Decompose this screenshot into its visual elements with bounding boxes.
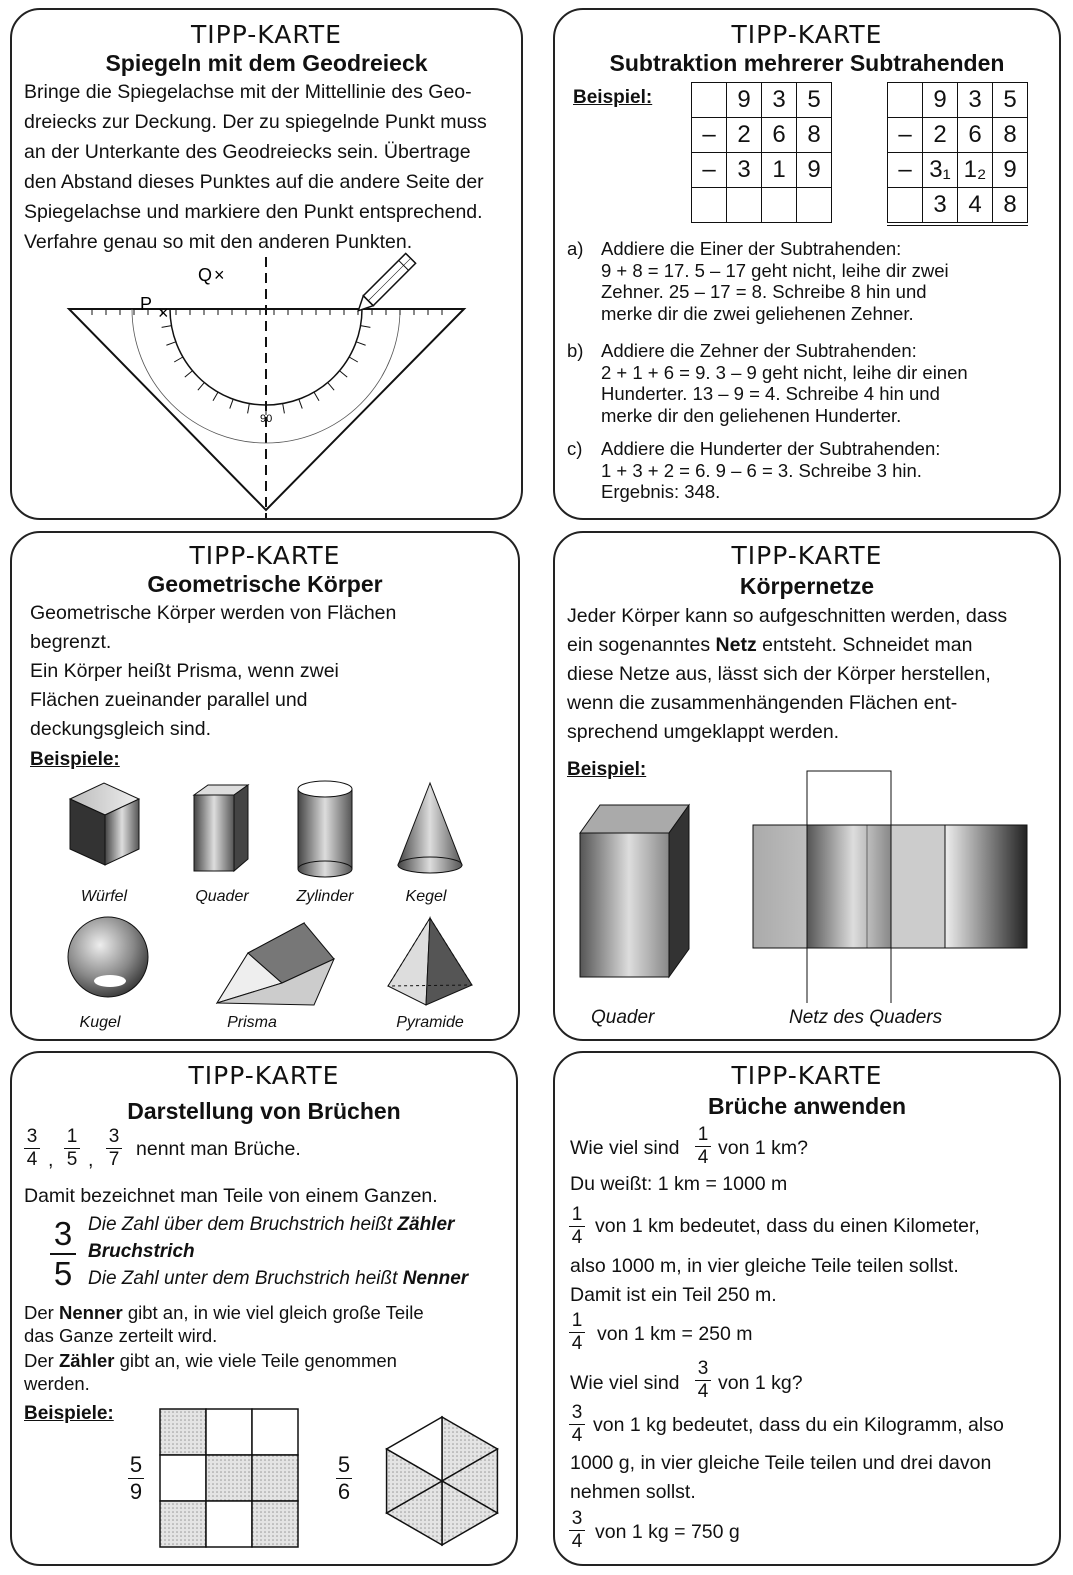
table-cell: – — [692, 118, 727, 153]
point-q: Q — [198, 265, 213, 285]
scale-tick — [230, 399, 233, 408]
table-row — [888, 118, 1028, 153]
step-line: Addiere die Einer der Subtrahenden: — [601, 238, 902, 259]
net-figure — [555, 763, 1059, 1003]
line: Damit bezeichnet man Teile von einem Ganzen. — [24, 1185, 438, 1207]
card-header: TIPP-KARTE — [188, 1061, 340, 1090]
table-cell — [888, 83, 923, 118]
fraction — [106, 1127, 122, 1170]
scale-tick — [213, 392, 218, 401]
numerator: 3 — [26, 1126, 38, 1147]
text: Der — [24, 1350, 59, 1371]
step-line: 9 + 8 = 17. 5 – 17 geht nicht, leihe dir zwei — [601, 259, 949, 281]
table-cell: 3 — [762, 83, 797, 118]
table-cell: 9 — [727, 83, 762, 118]
text: entsteht. Schneidet man — [756, 634, 973, 656]
cross-mark: × — [158, 303, 169, 323]
sphere-icon — [68, 917, 148, 997]
table-cell: 8 — [993, 188, 1028, 225]
table-cell — [692, 188, 727, 223]
table-cell: 2 — [923, 118, 958, 153]
line: nehmen sollst. — [570, 1481, 696, 1503]
table-cell: 3₁ — [923, 153, 958, 188]
prism-icon — [217, 923, 334, 1005]
scale-tick — [162, 326, 172, 328]
table-cell — [727, 188, 762, 223]
hexagon-5-6 — [387, 1417, 498, 1545]
table-cell: – — [692, 153, 727, 188]
table-cell — [888, 188, 923, 225]
scale-tick — [174, 357, 183, 362]
line: dreiecks zur Deckung. Der zu spiegelnde Punkt muss — [24, 111, 487, 133]
card-title: Brüche anwenden — [707, 1093, 907, 1119]
grid-5-9 — [160, 1409, 298, 1547]
numerator: 3 — [697, 1358, 709, 1379]
denominator: 4 — [571, 1531, 583, 1552]
table-cell: 8 — [797, 118, 832, 153]
caption-quader: Quader — [591, 1007, 655, 1028]
text: Der — [24, 1302, 59, 1323]
table-cell: 9 — [993, 153, 1028, 188]
numerator: 1 — [571, 1310, 583, 1331]
cube-icon — [70, 783, 139, 865]
line — [88, 1210, 454, 1240]
scale-center: 90 — [260, 413, 273, 425]
line: Jeder Körper kann so aufgeschnitten werden, dass — [567, 605, 1008, 627]
scale-tick — [248, 404, 250, 414]
text: Die Zahl über dem Bruchstrich heißt — [88, 1214, 398, 1235]
numerator: 3 — [571, 1508, 583, 1529]
line: begrenzt. — [30, 631, 112, 653]
denominator: 4 — [571, 1227, 583, 1248]
scale-tick — [314, 392, 319, 401]
table-cell: 5 — [993, 83, 1028, 118]
shapes-figure — [12, 773, 518, 1041]
term-netz: Netz — [715, 634, 757, 656]
text: gibt an, in wie viel gleich große Teile — [122, 1302, 424, 1323]
card-header: TIPP-KARTE — [191, 20, 342, 49]
line: Du weißt: 1 km = 1000 m — [570, 1173, 788, 1195]
line: Bruchstrich — [88, 1241, 195, 1262]
subtraction-table-empty — [691, 82, 832, 223]
scale-tick — [198, 383, 204, 391]
numerator: 3 — [571, 1402, 583, 1423]
scale-tick — [283, 404, 285, 414]
scale-tick — [185, 371, 193, 377]
scale-tick — [328, 383, 334, 391]
numerator: 1 — [571, 1204, 583, 1225]
fraction — [24, 1127, 40, 1170]
line: von 1 km bedeutet, dass du einen Kilometer, — [595, 1215, 980, 1237]
table-cell — [692, 83, 727, 118]
table-cell: 3 — [958, 83, 993, 118]
numerator: 1 — [697, 1124, 709, 1145]
card-darstellung-brueche — [10, 1051, 518, 1566]
comma: , — [48, 1149, 54, 1171]
line — [24, 1302, 424, 1324]
step-line: Addiere die Hunderter der Subtrahenden: — [601, 438, 941, 459]
fraction — [695, 1359, 711, 1402]
table-cell: 9 — [797, 153, 832, 188]
card-koerpernetze — [553, 531, 1061, 1041]
line: also 1000 m, in vier gleiche Teile teilen sollst. — [570, 1255, 959, 1277]
line: von 1 kg? — [718, 1372, 803, 1394]
numerator: 3 — [108, 1126, 120, 1147]
step-line: 1 + 3 + 2 = 6. 9 – 6 = 3. Schreibe 3 hin. — [601, 459, 922, 481]
step-line: Hunderter. 13 – 9 = 4. Schreibe 4 hin und — [601, 383, 940, 404]
card-title: Körpernetze — [739, 573, 875, 599]
fraction — [569, 1205, 585, 1248]
table-cell — [762, 188, 797, 223]
caption-pyramide: Pyramide — [396, 1014, 464, 1031]
line: sprechend umgeklappt werden. — [567, 721, 840, 743]
card-brueche-anwenden — [553, 1051, 1061, 1566]
line — [24, 1350, 397, 1372]
table-cell: 6 — [958, 118, 993, 153]
fraction — [569, 1311, 585, 1354]
table-cell: 5 — [797, 83, 832, 118]
caption-quader: Quader — [195, 888, 249, 905]
table-cell: 3 — [727, 153, 762, 188]
line: von 1 km? — [718, 1137, 808, 1159]
card-header: TIPP-KARTE — [731, 20, 883, 49]
line: Spiegelachse und markiere den Punkt entsprechend. — [24, 201, 483, 223]
card-title: Darstellung von Brüchen — [127, 1098, 401, 1124]
table-cell: 9 — [923, 83, 958, 118]
line: deckungsgleich sind. — [30, 718, 212, 740]
caption-netz: Netz des Quaders — [789, 1007, 943, 1028]
example-label: Beispiel: — [573, 87, 653, 108]
step-line: Ergebnis: 348. — [601, 481, 721, 502]
card-header: TIPP-KARTE — [731, 1061, 883, 1090]
numerator: 3 — [53, 1215, 73, 1252]
fraction-examples — [12, 1403, 516, 1563]
card-title: Spiegeln mit dem Geodreieck — [105, 50, 428, 76]
line: wenn die zusammenhängenden Flächen ent- — [567, 692, 958, 714]
subtraction-table-solved — [887, 82, 1028, 226]
term-nenner: Nenner — [402, 1268, 469, 1289]
table-cell: 1₂ — [958, 153, 993, 188]
fraction — [695, 1125, 711, 1168]
line: 1000 g, in vier gleiche Teile teilen und drei davon — [570, 1452, 992, 1474]
card-spiegeln — [10, 8, 523, 520]
line: Flächen zueinander parallel und — [30, 689, 308, 711]
point-p: P — [140, 294, 153, 314]
line: von 1 kg bedeutet, dass du ein Kilogramm, also — [593, 1414, 1004, 1436]
line: an der Unterkante des Geodreiecks sein. Übertrage — [24, 141, 471, 163]
table-cell: 3 — [923, 188, 958, 225]
card-title: Geometrische Körper — [147, 571, 383, 597]
line: Damit ist ein Teil 250 m. — [570, 1284, 777, 1306]
denominator: 6 — [337, 1479, 351, 1504]
card-subtraktion — [553, 8, 1061, 520]
scale-tick — [299, 399, 302, 408]
cuboid-net-icon — [753, 771, 1027, 1003]
term-zaehler: Zähler — [58, 1350, 115, 1371]
example-label: Beispiel: — [567, 759, 647, 780]
step-key: a) — [567, 238, 584, 259]
denominator: 7 — [108, 1149, 120, 1170]
denominator: 4 — [697, 1381, 709, 1402]
denominator: 5 — [53, 1255, 73, 1292]
cross-mark: × — [214, 265, 225, 285]
denominator: 4 — [26, 1149, 38, 1170]
denominator: 5 — [66, 1149, 78, 1170]
table-row — [888, 188, 1028, 225]
caption-wuerfel: Würfel — [80, 888, 128, 905]
denominator: 9 — [129, 1479, 143, 1504]
caption-zylinder: Zylinder — [296, 888, 354, 905]
text: Die Zahl unter dem Bruchstrich heißt — [88, 1268, 403, 1289]
term-zaehler: Zähler — [397, 1214, 455, 1235]
line: das Ganze zerteilt wird. — [24, 1325, 218, 1346]
comma: , — [88, 1149, 94, 1171]
card-header: TIPP-KARTE — [189, 541, 341, 570]
cylinder-icon — [298, 781, 352, 877]
line — [88, 1264, 468, 1294]
scale-tick — [340, 371, 348, 377]
table-row — [692, 188, 832, 223]
card-header: TIPP-KARTE — [731, 541, 883, 570]
line — [567, 630, 972, 660]
example-label: Beispiele: — [24, 1403, 114, 1424]
scale-tick — [166, 342, 175, 345]
denominator: 4 — [697, 1147, 709, 1168]
fraction — [569, 1509, 585, 1552]
pencil-icon — [353, 253, 415, 315]
line: Ein Körper heißt Prisma, wenn zwei — [30, 660, 339, 682]
table-cell — [797, 188, 832, 223]
card-geometrische-koerper — [10, 531, 520, 1041]
numerator: 5 — [337, 1452, 351, 1477]
table-row — [692, 153, 832, 188]
step-line: 2 + 1 + 6 = 9. 3 – 9 geht nicht, leihe dir einen — [601, 361, 968, 383]
line: werden. — [24, 1373, 90, 1394]
step-line: merke dir den geliehenen Hunderter. — [601, 404, 902, 426]
line: nennt man Brüche. — [136, 1138, 301, 1160]
card-title: Subtraktion mehrerer Subtrahenden — [609, 50, 1005, 76]
table-cell: – — [888, 118, 923, 153]
scale-tick — [349, 357, 358, 362]
cone-icon — [398, 783, 462, 873]
table-row — [888, 83, 1028, 118]
table-row — [692, 118, 832, 153]
step-line: merke dir die zwei geliehenen Zehner. — [601, 302, 914, 324]
numerator: 1 — [66, 1126, 78, 1147]
example-label: Beispiele: — [30, 749, 120, 770]
cuboid-icon — [194, 785, 248, 871]
pyramid-icon — [388, 918, 472, 1005]
denominator: 4 — [571, 1425, 583, 1446]
caption-kegel: Kegel — [405, 888, 447, 905]
table-cell: 1 — [762, 153, 797, 188]
big-fraction — [50, 1216, 76, 1292]
fraction — [64, 1127, 80, 1170]
table-row — [888, 153, 1028, 188]
scale-tick — [356, 342, 365, 345]
line: Verfahre genau so mit den anderen Punkten. — [24, 231, 413, 253]
line: Wie viel sind — [570, 1137, 680, 1159]
step-line: Zehner. 25 – 17 = 8. Schreibe 8 hin und — [601, 281, 927, 302]
line: von 1 km = 250 m — [597, 1323, 753, 1345]
caption-kugel: Kugel — [79, 1014, 121, 1031]
table-cell: 8 — [993, 118, 1028, 153]
table-cell: 2 — [727, 118, 762, 153]
step-key: c) — [567, 438, 583, 459]
line: Geometrische Körper werden von Flächen — [30, 602, 397, 624]
table-cell: – — [888, 153, 923, 188]
cuboid-icon — [580, 805, 689, 977]
line: den Abstand dieses Punktes auf die andere Seite der — [24, 171, 484, 193]
text: gibt an, wie viele Teile genommen — [114, 1350, 397, 1371]
fraction — [569, 1403, 585, 1446]
scale-tick — [361, 326, 371, 328]
term-nenner: Nenner — [58, 1302, 123, 1323]
text: ein sogenanntes — [567, 634, 716, 656]
numerator: 5 — [129, 1452, 143, 1477]
step-line: Addiere die Zehner der Subtrahenden: — [601, 340, 917, 361]
table-cell: 4 — [958, 188, 993, 225]
line: diese Netze aus, lässt sich der Körper herstellen, — [567, 663, 991, 685]
denominator: 4 — [571, 1333, 583, 1354]
line: Wie viel sind — [570, 1372, 680, 1394]
line: von 1 kg = 750 g — [595, 1521, 740, 1543]
step-key: b) — [567, 340, 584, 361]
geodreieck-figure — [12, 245, 521, 520]
table-row — [692, 83, 832, 118]
caption-prisma: Prisma — [227, 1014, 277, 1031]
line: Bringe die Spiegelachse mit der Mittellinie des Geo- — [24, 81, 472, 103]
table-cell: 6 — [762, 118, 797, 153]
